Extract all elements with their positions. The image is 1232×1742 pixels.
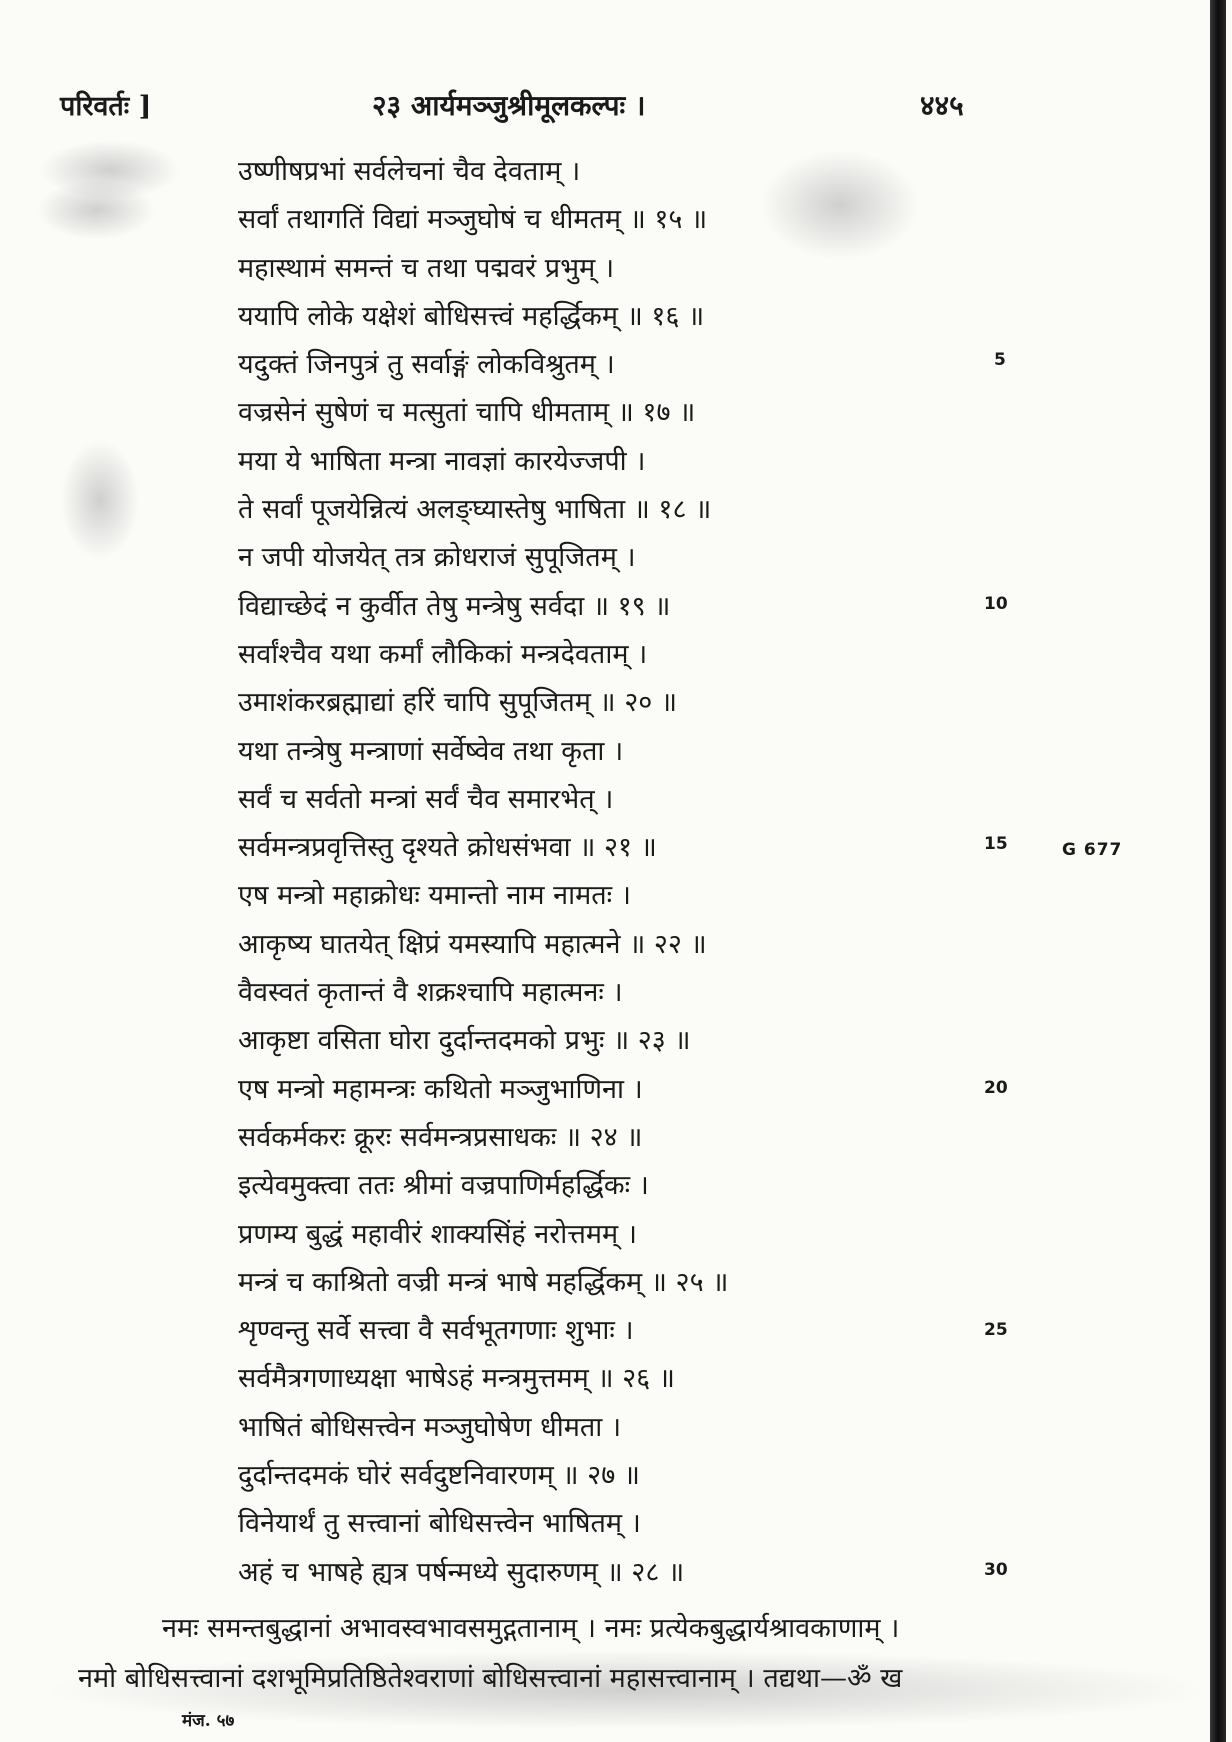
line-number-marker: 5 bbox=[994, 350, 1006, 370]
verse-line: इत्येवमुक्त्वा ततः श्रीमां वज्रपाणिर्महर्द्धिकः । bbox=[238, 1170, 649, 1202]
verse-line: सर्वं च सर्वतो मन्त्रां सर्वं चैव समारभेत् । bbox=[238, 783, 614, 815]
verse-line: मन्त्रं च काश्रितो वज्री मन्त्रं भाषे महर्द्धिकम् ॥ २५ ॥ bbox=[238, 1266, 729, 1298]
invocation-line-2: नमो बोधिसत्त्वानां दशभूमिप्रतिष्ठितेश्वराणां बोधिसत्त्वानां महासत्त्वानाम् । तद्यथा—ॐ ख bbox=[78, 1663, 903, 1694]
verse-line: ययापि लोके यक्षेशं बोधिसत्त्वं महर्द्धिकम् ॥ १६ ॥ bbox=[238, 300, 705, 332]
verse-line: शृण्वन्तु सर्वे सत्त्वा वै सर्वभूतगणाः शुभाः । bbox=[238, 1315, 634, 1347]
verse-line: ते सर्वां पूजयेन्नित्यं अलङ्घ्यास्तेषु भाषिता ॥ १८ ॥ bbox=[238, 494, 712, 526]
verse-line: आकृष्टा वसिता घोरा दुर्दान्तदमको प्रभुः ॥ २३ ॥ bbox=[238, 1025, 691, 1057]
verse-line: विनेयार्थं तु सत्त्वानां बोधिसत्त्वेन भाषितम् । bbox=[238, 1508, 641, 1540]
line-number-marker: 15 bbox=[984, 834, 1008, 854]
line-number-marker: 20 bbox=[984, 1078, 1008, 1098]
verse-line: न जपी योजयेत् तत्र क्रोधराजं सुपूजितम् । bbox=[238, 542, 636, 574]
running-header bbox=[0, 78, 1232, 122]
verse-line: दुर्दान्तदमकं घोरं सर्वदुष्टनिवारणम् ॥ २७ ॥ bbox=[238, 1460, 640, 1492]
verse-line: एष मन्त्रो महाक्रोधः यमान्तो नाम नामतः । bbox=[238, 880, 631, 912]
scan-smudge bbox=[60, 440, 140, 560]
verse-line: एष मन्त्रो महामन्त्रः कथितो मञ्जुभाणिना । bbox=[238, 1073, 643, 1105]
line-number-marker: 25 bbox=[984, 1320, 1008, 1340]
verse-line: वज्रसेनं सुषेणं च मत्सुतां चापि धीमताम् ॥ १७ ॥ bbox=[238, 397, 696, 429]
manuscript-folio-reference: G 677 bbox=[1062, 840, 1123, 860]
verse-line: महास्थामं समन्तं च तथा पद्मवरं प्रभुम् । bbox=[238, 252, 615, 284]
verse-line: यदुक्तं जिनपुत्रं तु सर्वाङ्गं लोकविश्रुतम् । bbox=[238, 349, 615, 381]
verse-line: सर्वां तथागतिं विद्यां मञ्जुघोषं च धीमतम् ॥ १५ ॥ bbox=[238, 204, 708, 236]
verse-line: मया ये भाषिता मन्त्रा नावज्ञां कारयेज्जपी । bbox=[238, 445, 646, 477]
verse-line: विद्याच्छेदं न कुर्वीत तेषु मन्त्रेषु सर्वदा ॥ १९ ॥ bbox=[238, 590, 671, 622]
book-spine-edge bbox=[1210, 0, 1226, 1742]
verse-block bbox=[238, 148, 998, 1597]
verse-line: सर्वकर्मकरः क्रूरः सर्वमन्त्रप्रसाधकः ॥ २४ ॥ bbox=[238, 1121, 643, 1153]
verse-line: उष्णीषप्रभां सर्वलेचनां चैव देवताम् । bbox=[238, 156, 581, 187]
signature-mark: मंज. ५७ bbox=[182, 1711, 235, 1731]
verse-line: सर्वमैत्रगणाध्यक्षा भाषेऽहं मन्त्रमुत्तमम् ॥ २६ ॥ bbox=[238, 1363, 675, 1395]
line-number-marker: 30 bbox=[984, 1560, 1008, 1580]
scan-smudge bbox=[36, 180, 156, 240]
header-chapter-marker: परिवर्तः ] bbox=[60, 91, 152, 122]
invocation-line-1: नमः समन्तबुद्धानां अभावस्वभावसमुद्गतानाम् । नमः प्रत्येकबुद्धार्यश्रावकाणाम् । bbox=[162, 1613, 900, 1644]
line-number-marker: 10 bbox=[984, 594, 1008, 614]
page-number: ४४५ bbox=[920, 89, 964, 122]
verse-line: वैवस्वतं कृतान्तं वै शक्रश्चापि महात्मनः । bbox=[238, 977, 623, 1009]
verse-line: प्रणम्य बुद्धं महावीरं शाक्यसिंहं नरोत्तमम् । bbox=[238, 1218, 637, 1250]
verse-line: भाषितं बोधिसत्त्वेन मञ्जुघोषेण धीमता । bbox=[238, 1411, 622, 1443]
verse-line: सर्वमन्त्रप्रवृत्तिस्तु दृश्यते क्रोधसंभवा ॥ २१ ॥ bbox=[238, 832, 657, 864]
verse-line: अहं च भाषहे ह्यत्र पर्षन्मध्ये सुदारुणम् ॥ २८ ॥ bbox=[238, 1556, 685, 1588]
verse-line: सर्वांश्चैव यथा कर्मां लौकिकां मन्त्रदेवताम् । bbox=[238, 638, 648, 670]
verse-line: यथा तन्त्रेषु मन्त्राणां सर्वेष्वेव तथा कृता । bbox=[238, 735, 624, 767]
verse-line: आकृष्य घातयेत् क्षिप्रं यमस्यापि महात्मने ॥ २२ ॥ bbox=[238, 928, 707, 960]
verse-line: उमाशंकरब्रह्माद्यां हरिं चापि सुपूजितम् ॥ २० ॥ bbox=[238, 687, 678, 719]
header-title: २३ आर्यमञ्जुश्रीमूलकल्पः । bbox=[372, 89, 646, 122]
